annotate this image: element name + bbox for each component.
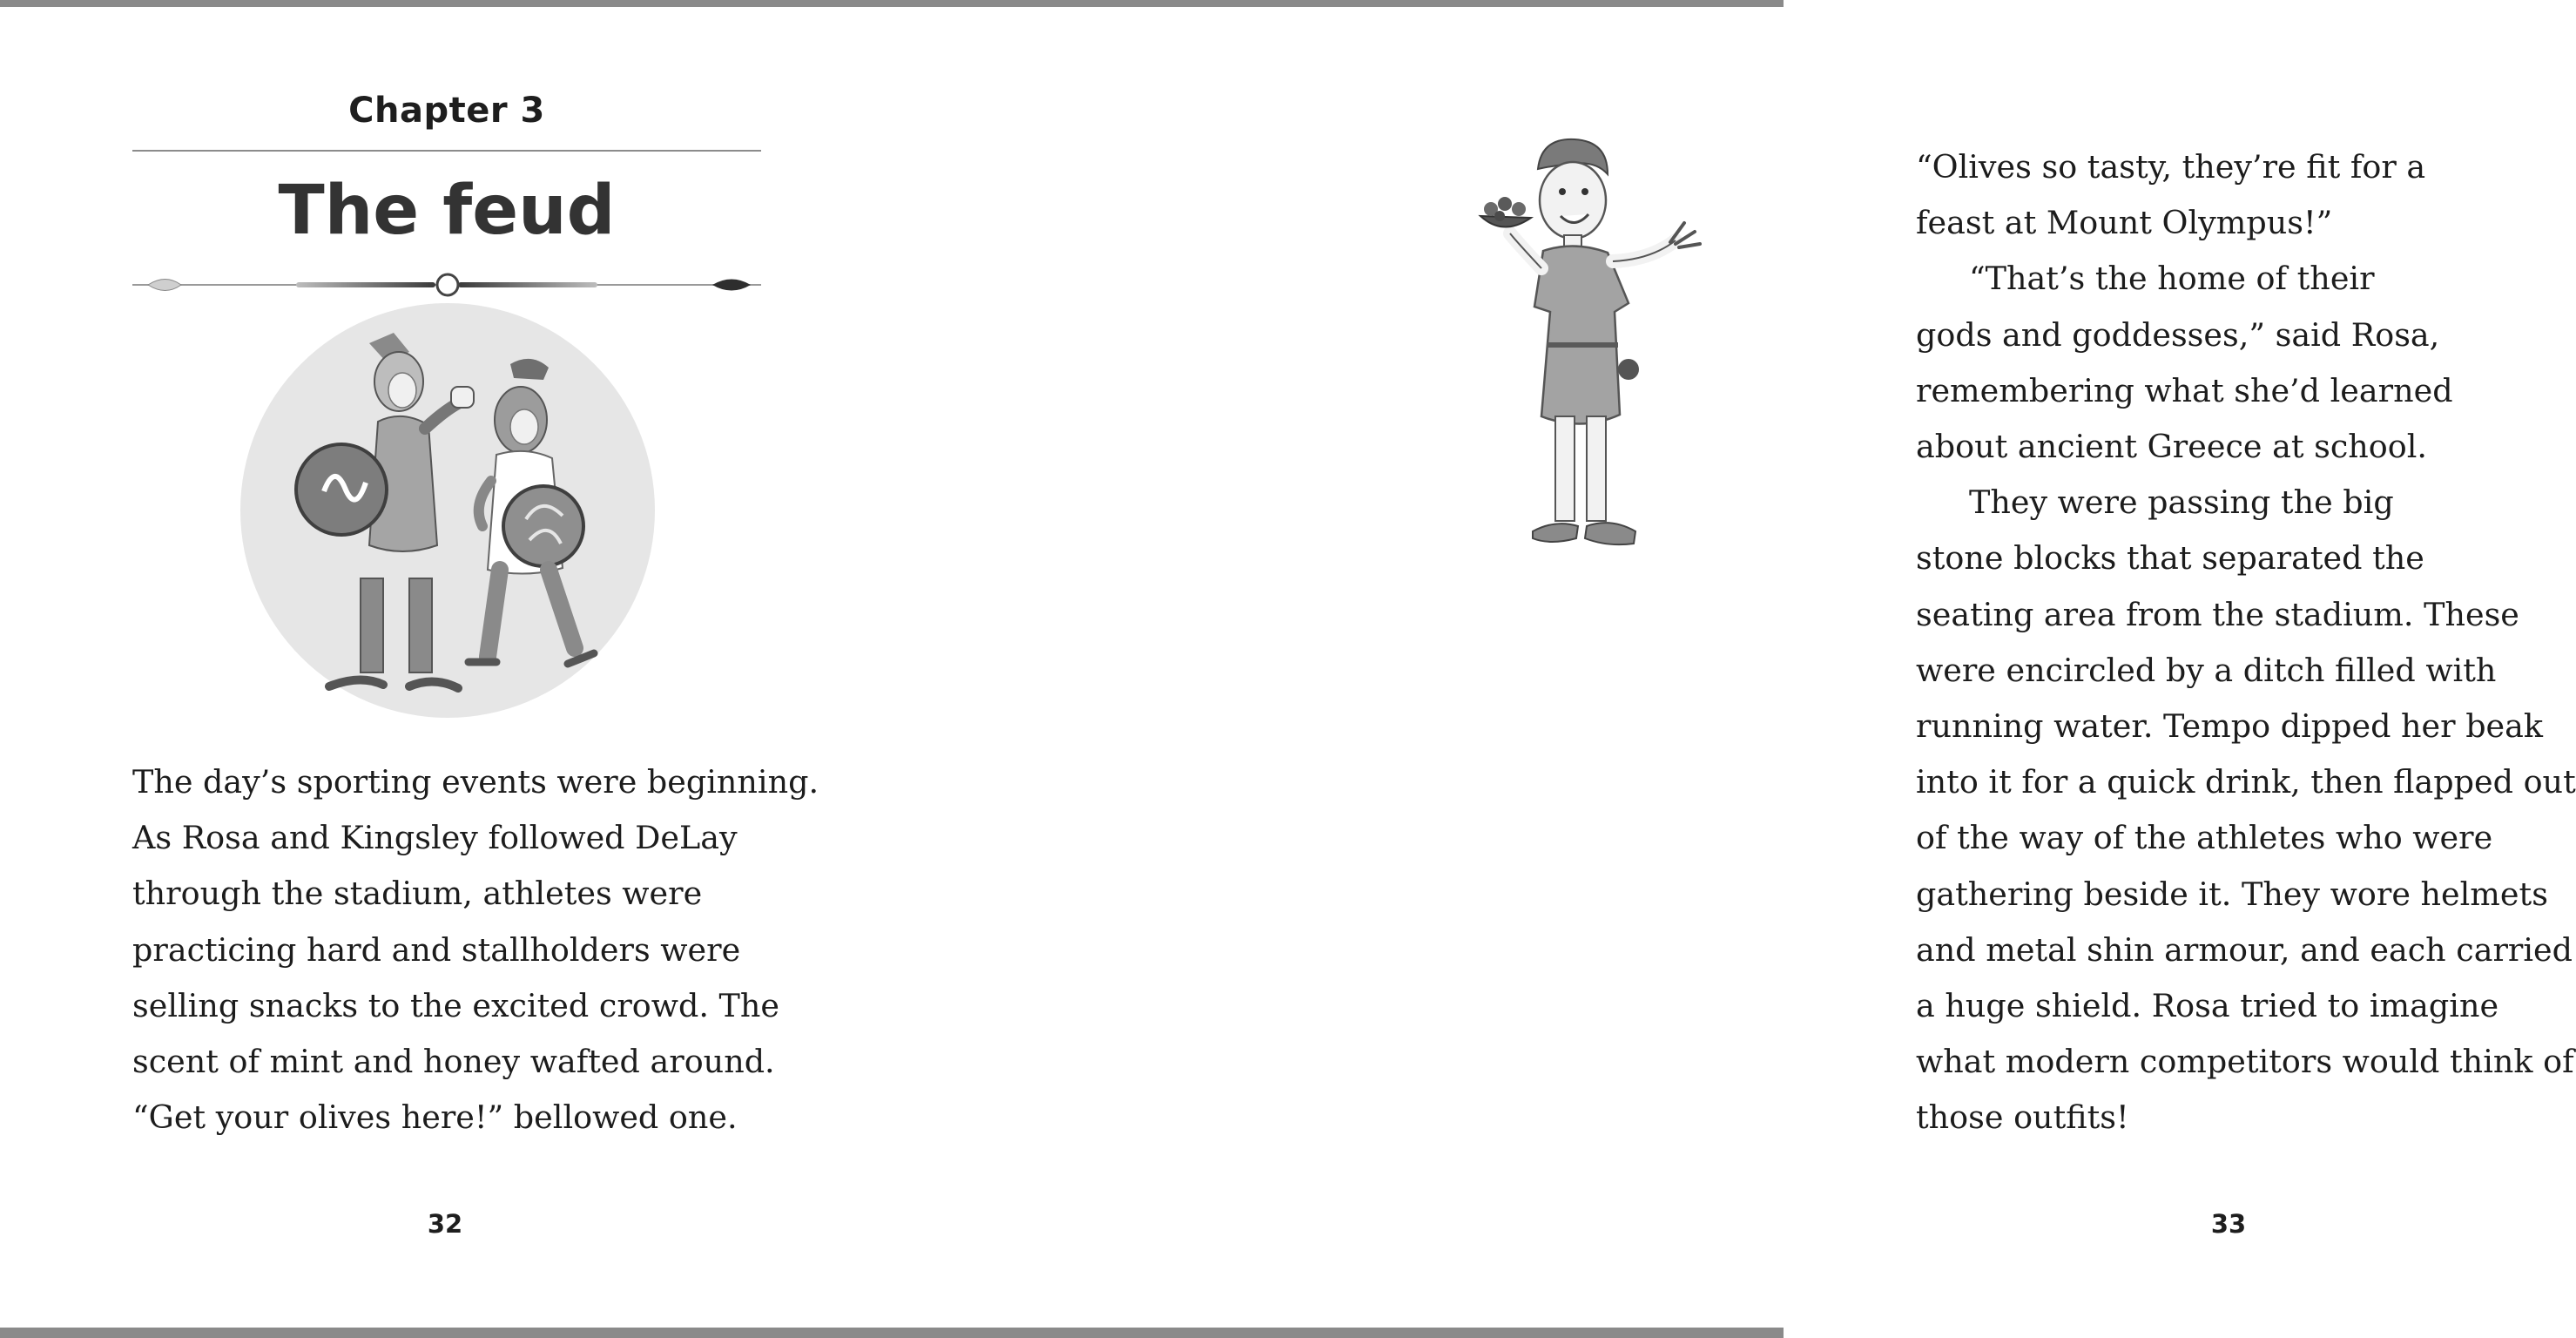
text-line: As Rosa and Kingsley followed DeLay: [132, 819, 738, 857]
text-line: gods and goddesses,” said Rosa,: [1916, 315, 2440, 354]
viewer-top-border: [0, 0, 1784, 7]
text-line: selling snacks to the excited crowd. The: [132, 986, 780, 1024]
text-line: “Get your olives here!” bellowed one.: [132, 1098, 738, 1137]
right-page-body-text: [1916, 139, 2576, 1146]
chapter-ornament-divider: [131, 267, 763, 303]
text-line: gathering beside it. They wore helmets: [1916, 875, 2548, 913]
gladiators-illustration: [239, 317, 657, 713]
viewer-bottom-border: [0, 1328, 1784, 1338]
text-line: through the stadium, athletes were: [132, 875, 703, 913]
left-page-body-text: [132, 754, 819, 1145]
text-line: They were passing the big: [1969, 483, 2394, 522]
chapter-title-rule: [132, 150, 761, 152]
left-page: [0, 7, 892, 1328]
text-line: The day’s sporting events were beginning.: [132, 763, 819, 801]
text-line: about ancient Greece at school.: [1916, 428, 2428, 466]
text-line: seating area from the stadium. These: [1916, 595, 2519, 633]
text-line: into it for a quick drink, then flapped out: [1916, 763, 2576, 801]
chapter-label: Chapter 3: [348, 91, 545, 131]
page-number-right: 33: [2210, 1209, 2247, 1239]
text-line: “That’s the home of their: [1969, 260, 2375, 298]
text-line: “Olives so tasty, they’re fit for a: [1916, 148, 2426, 186]
text-line: remembering what she’d learned: [1916, 371, 2453, 409]
page-number-left: 32: [427, 1209, 463, 1239]
text-line: stone blocks that separated the: [1916, 539, 2424, 578]
text-line: those outfits!: [1916, 1098, 2129, 1137]
chapter-title: The feud: [278, 172, 616, 250]
text-line: a huge shield. Rosa tried to imagine: [1916, 987, 2499, 1025]
text-line: of the way of the athletes who were: [1916, 819, 2493, 857]
text-line: scent of mint and honey wafted around.: [132, 1043, 775, 1081]
olive-seller-illustration: [1480, 129, 1719, 561]
text-line: were encircled by a ditch filled with: [1916, 651, 2497, 689]
text-line: feast at Mount Olympus!”: [1916, 204, 2333, 242]
text-line: running water. Tempo dipped her beak: [1916, 707, 2544, 746]
text-line: and metal shin armour, and each carried: [1916, 930, 2573, 969]
text-line: practicing hard and stallholders were: [132, 930, 741, 969]
text-line: what modern competitors would think of: [1916, 1043, 2574, 1081]
